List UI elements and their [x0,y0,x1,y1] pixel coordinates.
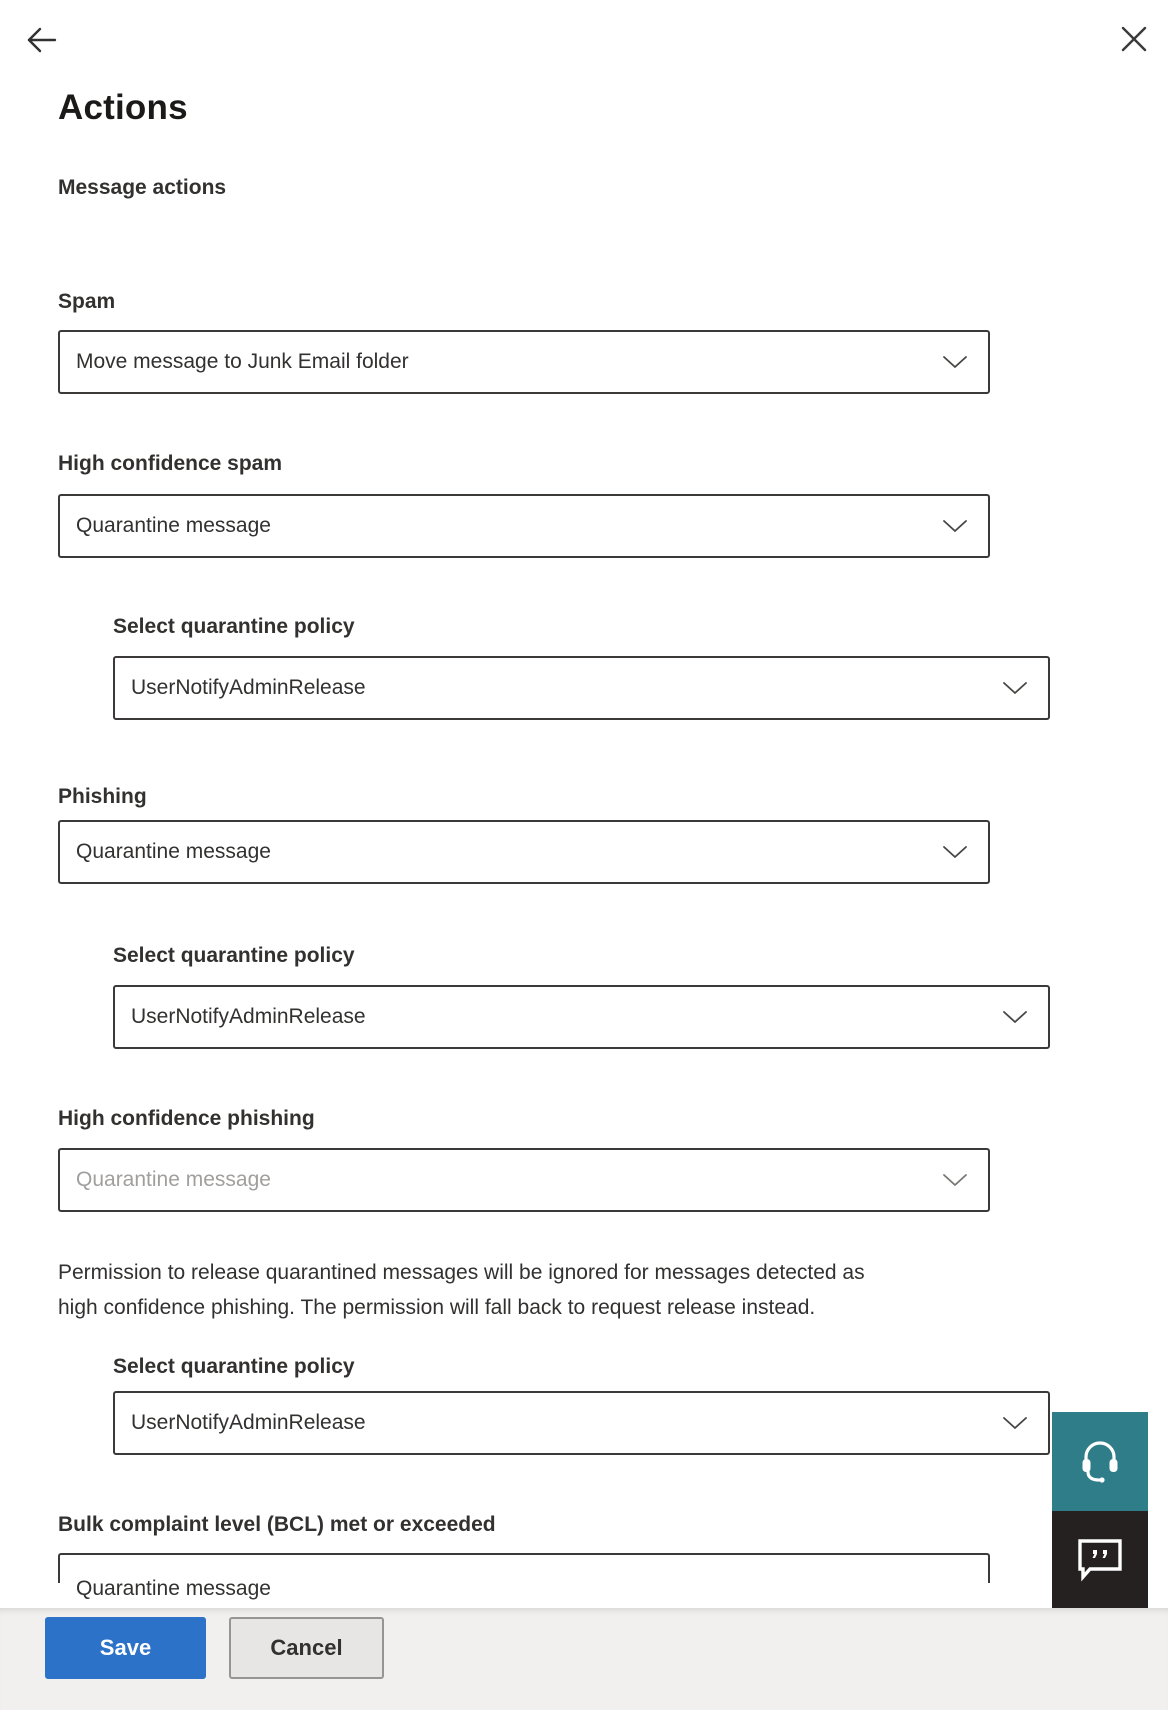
spam-action-dropdown[interactable] [58,330,990,394]
quarantine-policy-hcp-value: UserNotifyAdminRelease [131,1411,366,1434]
note-line-1: Permission to release quarantined messages will be ignored for messages detected as [58,1261,865,1284]
quarantine-policy-phishing-dropdown[interactable] [113,985,1050,1049]
quarantine-policy-phishing-value: UserNotifyAdminRelease [131,1005,366,1028]
cancel-button[interactable]: Cancel [229,1617,384,1679]
bcl-action-dropdown[interactable] [58,1553,990,1600]
back-button[interactable] [24,22,60,58]
feedback-widget-button[interactable] [1052,1511,1148,1608]
high-confidence-spam-dropdown[interactable] [58,494,990,558]
save-button[interactable]: Save [45,1617,206,1679]
page-title: Actions [58,88,188,127]
bcl-label: Bulk complaint level (BCL) met or exceeded [58,1513,496,1536]
headset-icon [1076,1437,1124,1487]
chevron-down-icon [942,519,968,533]
chat-bubble-icon [1076,1537,1124,1583]
quarantine-policy-phishing-label: Select quarantine policy [113,944,355,967]
quarantine-policy-hcp-dropdown[interactable] [113,1391,1050,1455]
phishing-action-value: Quarantine message [76,840,271,863]
quarantine-policy-spam-value: UserNotifyAdminRelease [131,676,366,699]
spam-label: Spam [58,290,116,313]
back-arrow-icon [24,22,60,58]
chevron-down-icon [942,355,968,369]
help-widget-button[interactable] [1052,1412,1148,1511]
spam-action-value: Move message to Junk Email folder [76,350,409,373]
chevron-down-icon [1002,1010,1028,1024]
high-confidence-phishing-value: Quarantine message [76,1168,271,1191]
high-confidence-phishing-dropdown [58,1148,990,1212]
chevron-down-icon [942,1173,968,1187]
phishing-action-dropdown[interactable] [58,820,990,884]
high-confidence-spam-label: High confidence spam [58,452,283,475]
chevron-down-icon [942,845,968,859]
close-icon [1117,22,1151,56]
hcp-permission-note [58,1255,1068,1325]
chevron-down-icon [1002,681,1028,695]
phishing-label: Phishing [58,785,147,808]
chevron-down-icon [1002,1416,1028,1430]
quarantine-policy-spam-label: Select quarantine policy [113,615,355,638]
quarantine-policy-hcp-label: Select quarantine policy [113,1355,355,1378]
bcl-action-value: Quarantine message [76,1577,271,1600]
note-line-2: high confidence phishing. The permission will fall back to request release instead. [58,1296,816,1319]
message-actions-heading: Message actions [58,176,227,199]
quarantine-policy-spam-dropdown[interactable] [113,656,1050,720]
close-button[interactable] [1116,22,1152,58]
footer-bar [0,1608,1168,1710]
high-confidence-spam-value: Quarantine message [76,514,271,537]
high-confidence-phishing-label: High confidence phishing [58,1107,315,1130]
